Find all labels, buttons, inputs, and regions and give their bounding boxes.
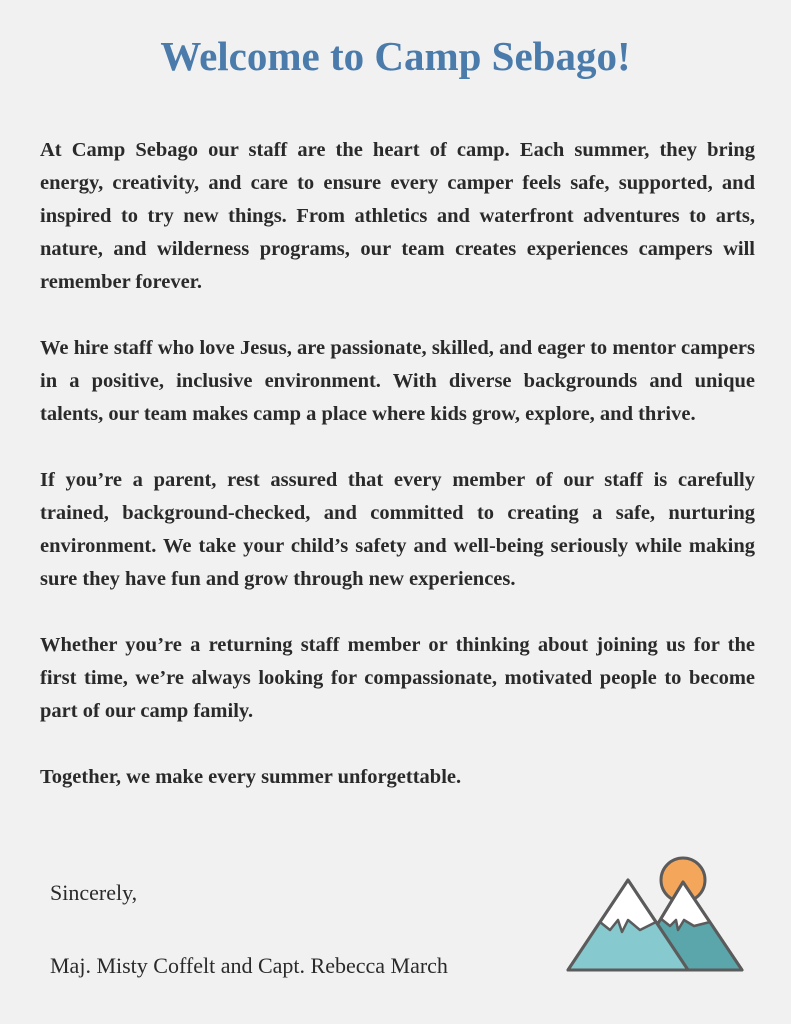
mountain-logo-icon: [560, 850, 760, 980]
paragraph: At Camp Sebago our staff are the heart of camp. Each summer, they bring energy, creativity, and care to ensure every camper feels safe, supported, and inspired to try new things. From athletics and waterfront adventures to arts, nature, and wilderness programs, our team creates experiences campers will remember forever.: [40, 139, 755, 293]
closing: Sincerely,: [50, 880, 138, 905]
letter-body: [40, 134, 755, 827]
paragraph: We hire staff who love Jesus, are passionate, skilled, and eager to mentor campers in a positive, inclusive environment. With diverse backgrounds and unique talents, our team makes camp a place where kids grow, explore, and thrive.: [40, 337, 755, 425]
paragraph: Together, we make every summer unforgettable.: [40, 766, 462, 788]
signers: Maj. Misty Coffelt and Capt. Rebecca March: [50, 953, 448, 978]
page-title: Welcome to Camp Sebago!: [160, 33, 631, 79]
paragraph: Whether you’re a returning staff member or thinking about joining us for the first time, we’re always looking for compassionate, motivated people to become part of our camp family.: [40, 634, 755, 722]
paragraph: If you’re a parent, rest assured that every member of our staff is carefully trained, background-checked, and committed to creating a safe, nurturing environment. We take your child’s safety and well-being seriously while making sure they have fun and grow through new experiences.: [40, 469, 755, 590]
